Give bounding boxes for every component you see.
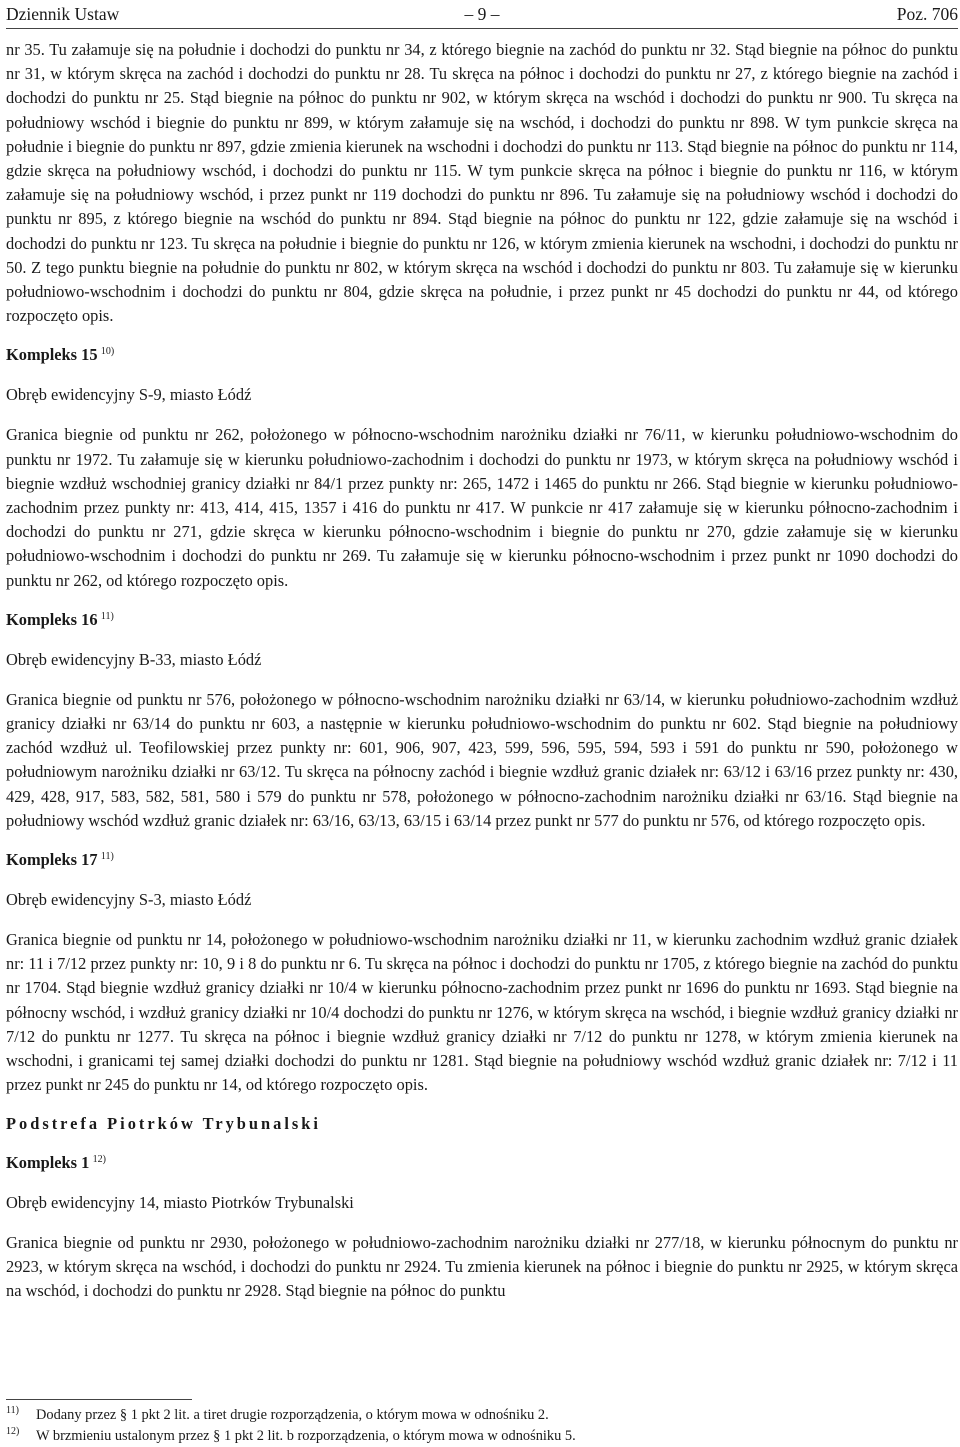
subzone-heading: Podstrefa Piotrków Trybunalski bbox=[6, 1113, 321, 1133]
footnote-ref: 10) bbox=[100, 346, 115, 358]
section-heading bbox=[6, 848, 958, 872]
section-paragraph: Granica biegnie od punktu nr 576, położonego w północno-wschodnim narożniku działki nr 63/14, w kierunku południowo-zachodnim wzdłuż granicy działki nr 63/14 do punktu nr 603, a następnie w kierunku południowo-wschodnim do punktu nr 602. Stąd biegnie na południowy zachód wzdłuż ul. Teofilowskiej przez punkty nr: 601, 906, 907, 423, 599, 596, 595, 594, 593 i 591 do punktu nr 590, położonego w południowym narożniku działki nr 63/12. Tu skręca na północny zachód i biegnie wzdłuż granic działek nr: 63/12 i 63/16 przez punkty nr: 430, 429, 428, 917, 583, 582, 581, 580 i 579 do punktu nr 578, położonego w północno-zachodnim narożniku działki nr 63/16. Stąd biegnie na południowy wschód wzdłuż granic działek nr: 63/16, 63/13, 63/15 i 63/14 przez punkt nr 577 do punktu nr 576, od którego rozpoczęto opis. bbox=[6, 689, 958, 830]
section-heading bbox=[6, 343, 958, 367]
footnote-item bbox=[6, 1426, 958, 1447]
section-title: Kompleks 17 bbox=[6, 850, 98, 870]
section-obreb: Obręb ewidencyjny S-3, miasto Łódź bbox=[6, 890, 252, 910]
journal-name: Dziennik Ustaw bbox=[6, 4, 120, 24]
footnote-ref: 12) bbox=[92, 1153, 106, 1165]
footnote-text: W brzmieniu ustalonym przez § 1 pkt 2 lit. b rozporządzenia, o którym mowa w odnośniku 5. bbox=[36, 1428, 576, 1444]
section-title: Kompleks 15 bbox=[6, 345, 98, 365]
footnotes bbox=[6, 1399, 958, 1447]
position-number: Poz. 706 bbox=[896, 4, 958, 24]
intro-paragraph: nr 35. Tu załamuje się na południe i dochodzi do punktu nr 34, z którego biegnie na zachód do punktu nr 32. Stąd biegnie na północ do punktu nr 31, w którym skręca na zachód i dochodzi do punktu nr 28. Tu skręca na północ i dochodzi do punktu nr 27, z którego biegnie na zachód i dochodzi do punktu nr 25. Stąd biegnie na północ do punktu nr 902, w którym skręca na wschód i dochodzi do punktu nr 900. Tu skręca na południowy wschód i biegnie do punktu nr 899, w którym załamuje się na wschód, i dochodzi do punktu nr 898. W tym punkcie skręca na południe i biegnie do punktu nr 897, gdzie zmienia kierunek na wschodni i dochodzi do punktu nr 113. Stąd biegnie na północ do punktu nr 114, gdzie skręca na południowy wschód, i dochodzi do punktu nr 115. W tym punkcie skręca na północ i biegnie do punktu nr 116, w którym załamuje się na południowy wschód, i przez punkt nr 119 dochodzi do punktu nr 896. Tu załamuje się na południowy wschód i dochodzi do punktu nr 895, z którego biegnie na wschód do punktu nr 894. Stąd biegnie na północ do punktu nr 122, gdzie załamuje się na wschód i dochodzi do punktu nr 123. Tu skręca na południe i biegnie do punktu nr 126, w którym zmienia kierunek na wschodni, i dochodzi do punktu nr 50. Z tego punktu biegnie na południe do punktu nr 802, w którym skręca na wschód i dochodzi do punktu nr 803. Tu załamuje się w kierunku południowo-wschodnim i dochodzi do punktu nr 804, gdzie skręca na południe, i przez punkt nr 45 dochodzi do punktu nr 44, od którego rozpoczęto opis. bbox=[6, 40, 958, 326]
section-heading bbox=[6, 608, 958, 632]
page-number: – 9 – bbox=[464, 4, 500, 24]
section-obreb: Obręb ewidencyjny 14, miasto Piotrków Trybunalski bbox=[6, 1192, 354, 1212]
section-paragraph: Granica biegnie od punktu nr 2930, położonego w południowo-zachodnim narożniku działki nr 277/18, w kierunku północnym do punktu nr 2923, w którym skręca na wschód, i dochodzi do punktu nr 2924. Tu zmienia kierunek na północ i biegnie do punktu nr 2925, w którym skręca na wschód, i dochodzi do punktu nr 2928. Stąd biegnie na północ do punktu bbox=[6, 1232, 958, 1300]
section-title: Kompleks 1 bbox=[6, 1152, 90, 1172]
footnote-ref: 11) bbox=[100, 851, 114, 863]
section-heading bbox=[6, 1151, 958, 1175]
footnote-item bbox=[6, 1405, 958, 1426]
section-obreb: Obręb ewidencyjny S-9, miasto Łódź bbox=[6, 385, 252, 405]
footnote-text: Dodany przez § 1 pkt 2 lit. a tiret drugie rozporządzenia, o którym mowa w odnośniku 2. bbox=[36, 1407, 549, 1423]
document-page bbox=[6, 0, 958, 1303]
footnote-divider bbox=[6, 1399, 192, 1400]
footnote-number: 12) bbox=[6, 1426, 20, 1437]
section-obreb: Obręb ewidencyjny B-33, miasto Łódź bbox=[6, 649, 262, 669]
section-paragraph: Granica biegnie od punktu nr 14, położonego w południowo-wschodnim narożniku działki nr 11, w kierunku zachodnim wzdłuż granic działek nr: 11 i 7/12 przez punkty nr: 10, 9 i 8 do punktu nr 6. Tu skręca na północ i dochodzi do punktu nr 1705, z którego biegnie na zachód do punktu nr 1704. Stąd biegnie wzdłuż granicy działki nr 10/4 w kierunku północno-zachodnim przez punkt nr 1696 do punktu nr 1693. Stąd biegnie na północny wschód, i wzdłuż granicy działki nr 10/4 dochodzi do punktu nr 1276, w którym skręca na wschód, i biegnie wzdłuż granicy działki nr 7/12 do punktu nr 1277. Tu skręca na północ i biegnie wzdłuż granicy działki nr 7/12 do punktu nr 1278, w którym zmienia kierunek na wschodni, i granicami tej samej działki dochodzi do punktu nr 1281. Stąd biegnie na południowy wschód wzdłuż granic działek nr: 7/12 i 11 przez punkt nr 245 do punktu nr 14, od którego rozpoczęto opis. bbox=[6, 930, 958, 1095]
document-body bbox=[6, 38, 958, 1303]
footnote-number: 11) bbox=[6, 1405, 19, 1416]
section-paragraph: Granica biegnie od punktu nr 262, położonego w północno-wschodnim narożniku działki nr 76/11, w kierunku południowo-wschodnim do punktu nr 1972. Tu załamuje się w kierunku południowo-zachodnim i dochodzi do punktu nr 1973, w którym skręca na południowy wschód i biegnie wzdłuż wschodniej granicy działki nr 84/1 przez punkty nr: 265, 1472 i 1465 do punktu nr 266. Stąd biegnie w kierunku południowo-zachodnim przez punkty nr: 413, 414, 415, 1357 i 416 do punktu nr 417. W punkcie nr 417 załamuje się w kierunku północno-zachodnim i dochodzi do punktu nr 271, gdzie skręca w kierunku północno-wschodnim i biegnie do punktu nr 270, gdzie załamuje się w kierunku południowo-wschodnim i dochodzi do punktu nr 269. Tu załamuje się w kierunku północno-wschodnim i przez punkt nr 1090 dochodzi do punktu nr 262, od którego rozpoczęto opis. bbox=[6, 425, 958, 590]
section-title: Kompleks 16 bbox=[6, 609, 98, 629]
page-header bbox=[6, 0, 958, 29]
footnote-ref: 11) bbox=[100, 610, 114, 622]
